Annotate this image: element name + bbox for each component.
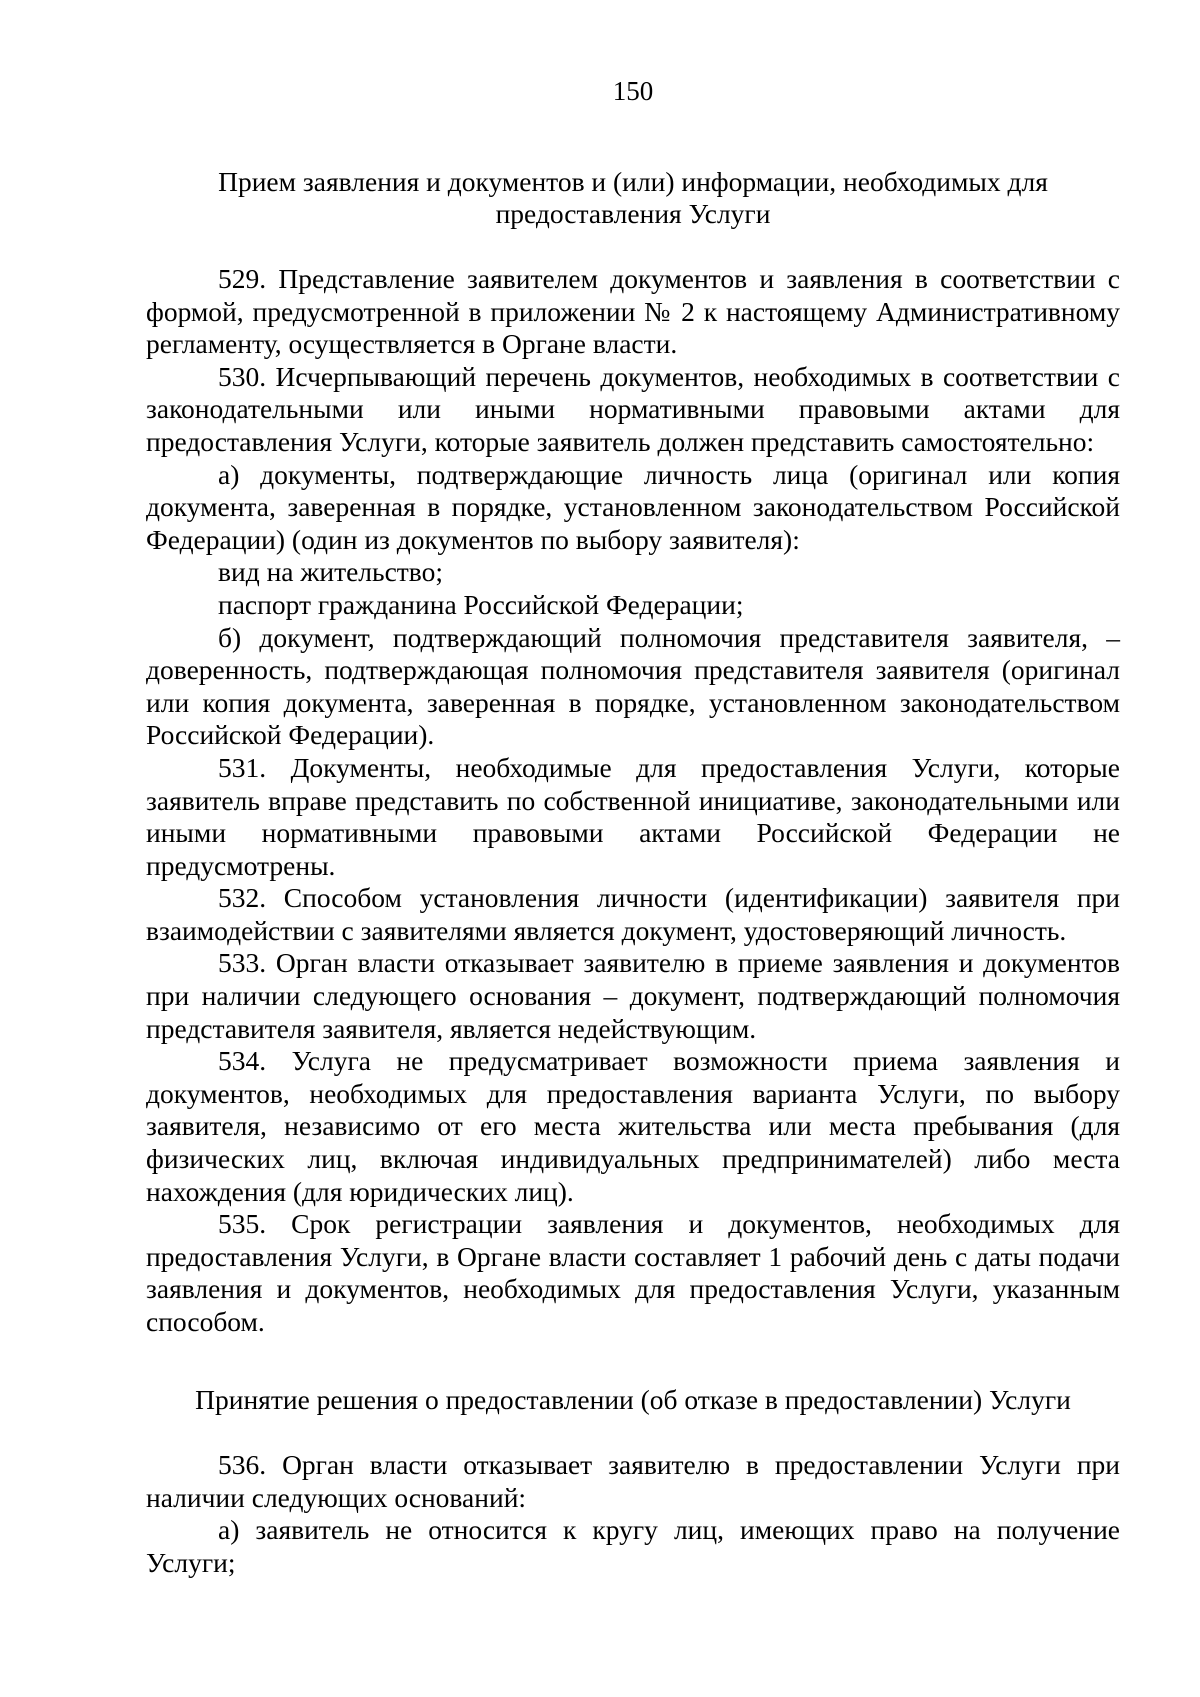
list-item-residence-permit: вид на жительство; (218, 556, 443, 588)
paragraph-533: 533. Орган власти отказывает заявителю в приеме заявления и документов при наличии следующего основания – документ, подтверждающий полномочия представителя заявителя, является недействующим. (146, 947, 1120, 1044)
paragraph-534: 534. Услуга не предусматривает возможности приема заявления и документов, необходимых для предоставления варианта Услуги, по выбору заявителя, независимо от его места жительства или места пребывания (для физических лиц, включая индивидуальных предпринимателей) либо места нахождения (для юридических лиц). (146, 1045, 1120, 1207)
document-page (146, 0, 1120, 1697)
section-heading-reception (146, 166, 1120, 230)
paragraph-535: 535. Срок регистрации заявления и документов, необходимых для предоставления Услуги, в Органе власти составляет 1 рабочий день с даты подачи заявления и документов, необходимых для предоставления Услуги, указанным способом. (146, 1208, 1120, 1337)
section-heading-decision: Принятие решения о предоставлении (об отказе в предоставлении) Услуги (195, 1384, 1071, 1415)
paragraph-530: 530. Исчерпывающий перечень документов, необходимых в соответствии с законодательными или иными нормативными правовыми актами для предоставления Услуги, которые заявитель должен представить самостоятельно: (146, 360, 1120, 457)
paragraph-536: 536. Орган власти отказывает заявителю в предоставлении Услуги при наличии следующих оснований: (146, 1449, 1120, 1513)
section-body-reception (146, 263, 1120, 1339)
paragraph-532: 532. Способом установления личности (идентификации) заявителя при взаимодействии с заявителями является документ, удостоверяющий личность. (146, 882, 1120, 946)
section-heading-line: Прием заявления и документов и (или) информации, необходимых для (218, 166, 1048, 197)
page-number: 150 (612, 76, 654, 106)
list-item-passport: паспорт гражданина Российской Федерации; (218, 588, 744, 620)
paragraph-530-b: б) документ, подтверждающий полномочия представителя заявителя, – доверенность, подтверждающая полномочия представителя заявителя (оригинал или копия документа, заверенная в порядке, установленном законодательством Российской Федерации). (146, 621, 1120, 751)
paragraph-530-a: а) документы, подтверждающие личность лица (оригинал или копия документа, заверенная в порядке, установленном законодательством Российской Федерации) (один из документов по выбору заявителя): (146, 458, 1120, 555)
paragraph-536-a: а) заявитель не относится к кругу лиц, имеющих право на получение Услуги; (146, 1514, 1120, 1578)
paragraph-531: 531. Документы, необходимые для предоставления Услуги, которые заявитель вправе представить по собственной инициативе, законодательными или иными нормативными правовыми актами Российской Федерации не предусмотрены. (146, 751, 1120, 881)
paragraph-529: 529. Представление заявителем документов и заявления в соответствии с формой, предусмотренной в приложении № 2 к настоящему Административному регламенту, осуществляется в Органе власти. (146, 263, 1120, 360)
section-heading-line: предоставления Услуги (495, 198, 771, 229)
section-body-decision (146, 1449, 1120, 1579)
